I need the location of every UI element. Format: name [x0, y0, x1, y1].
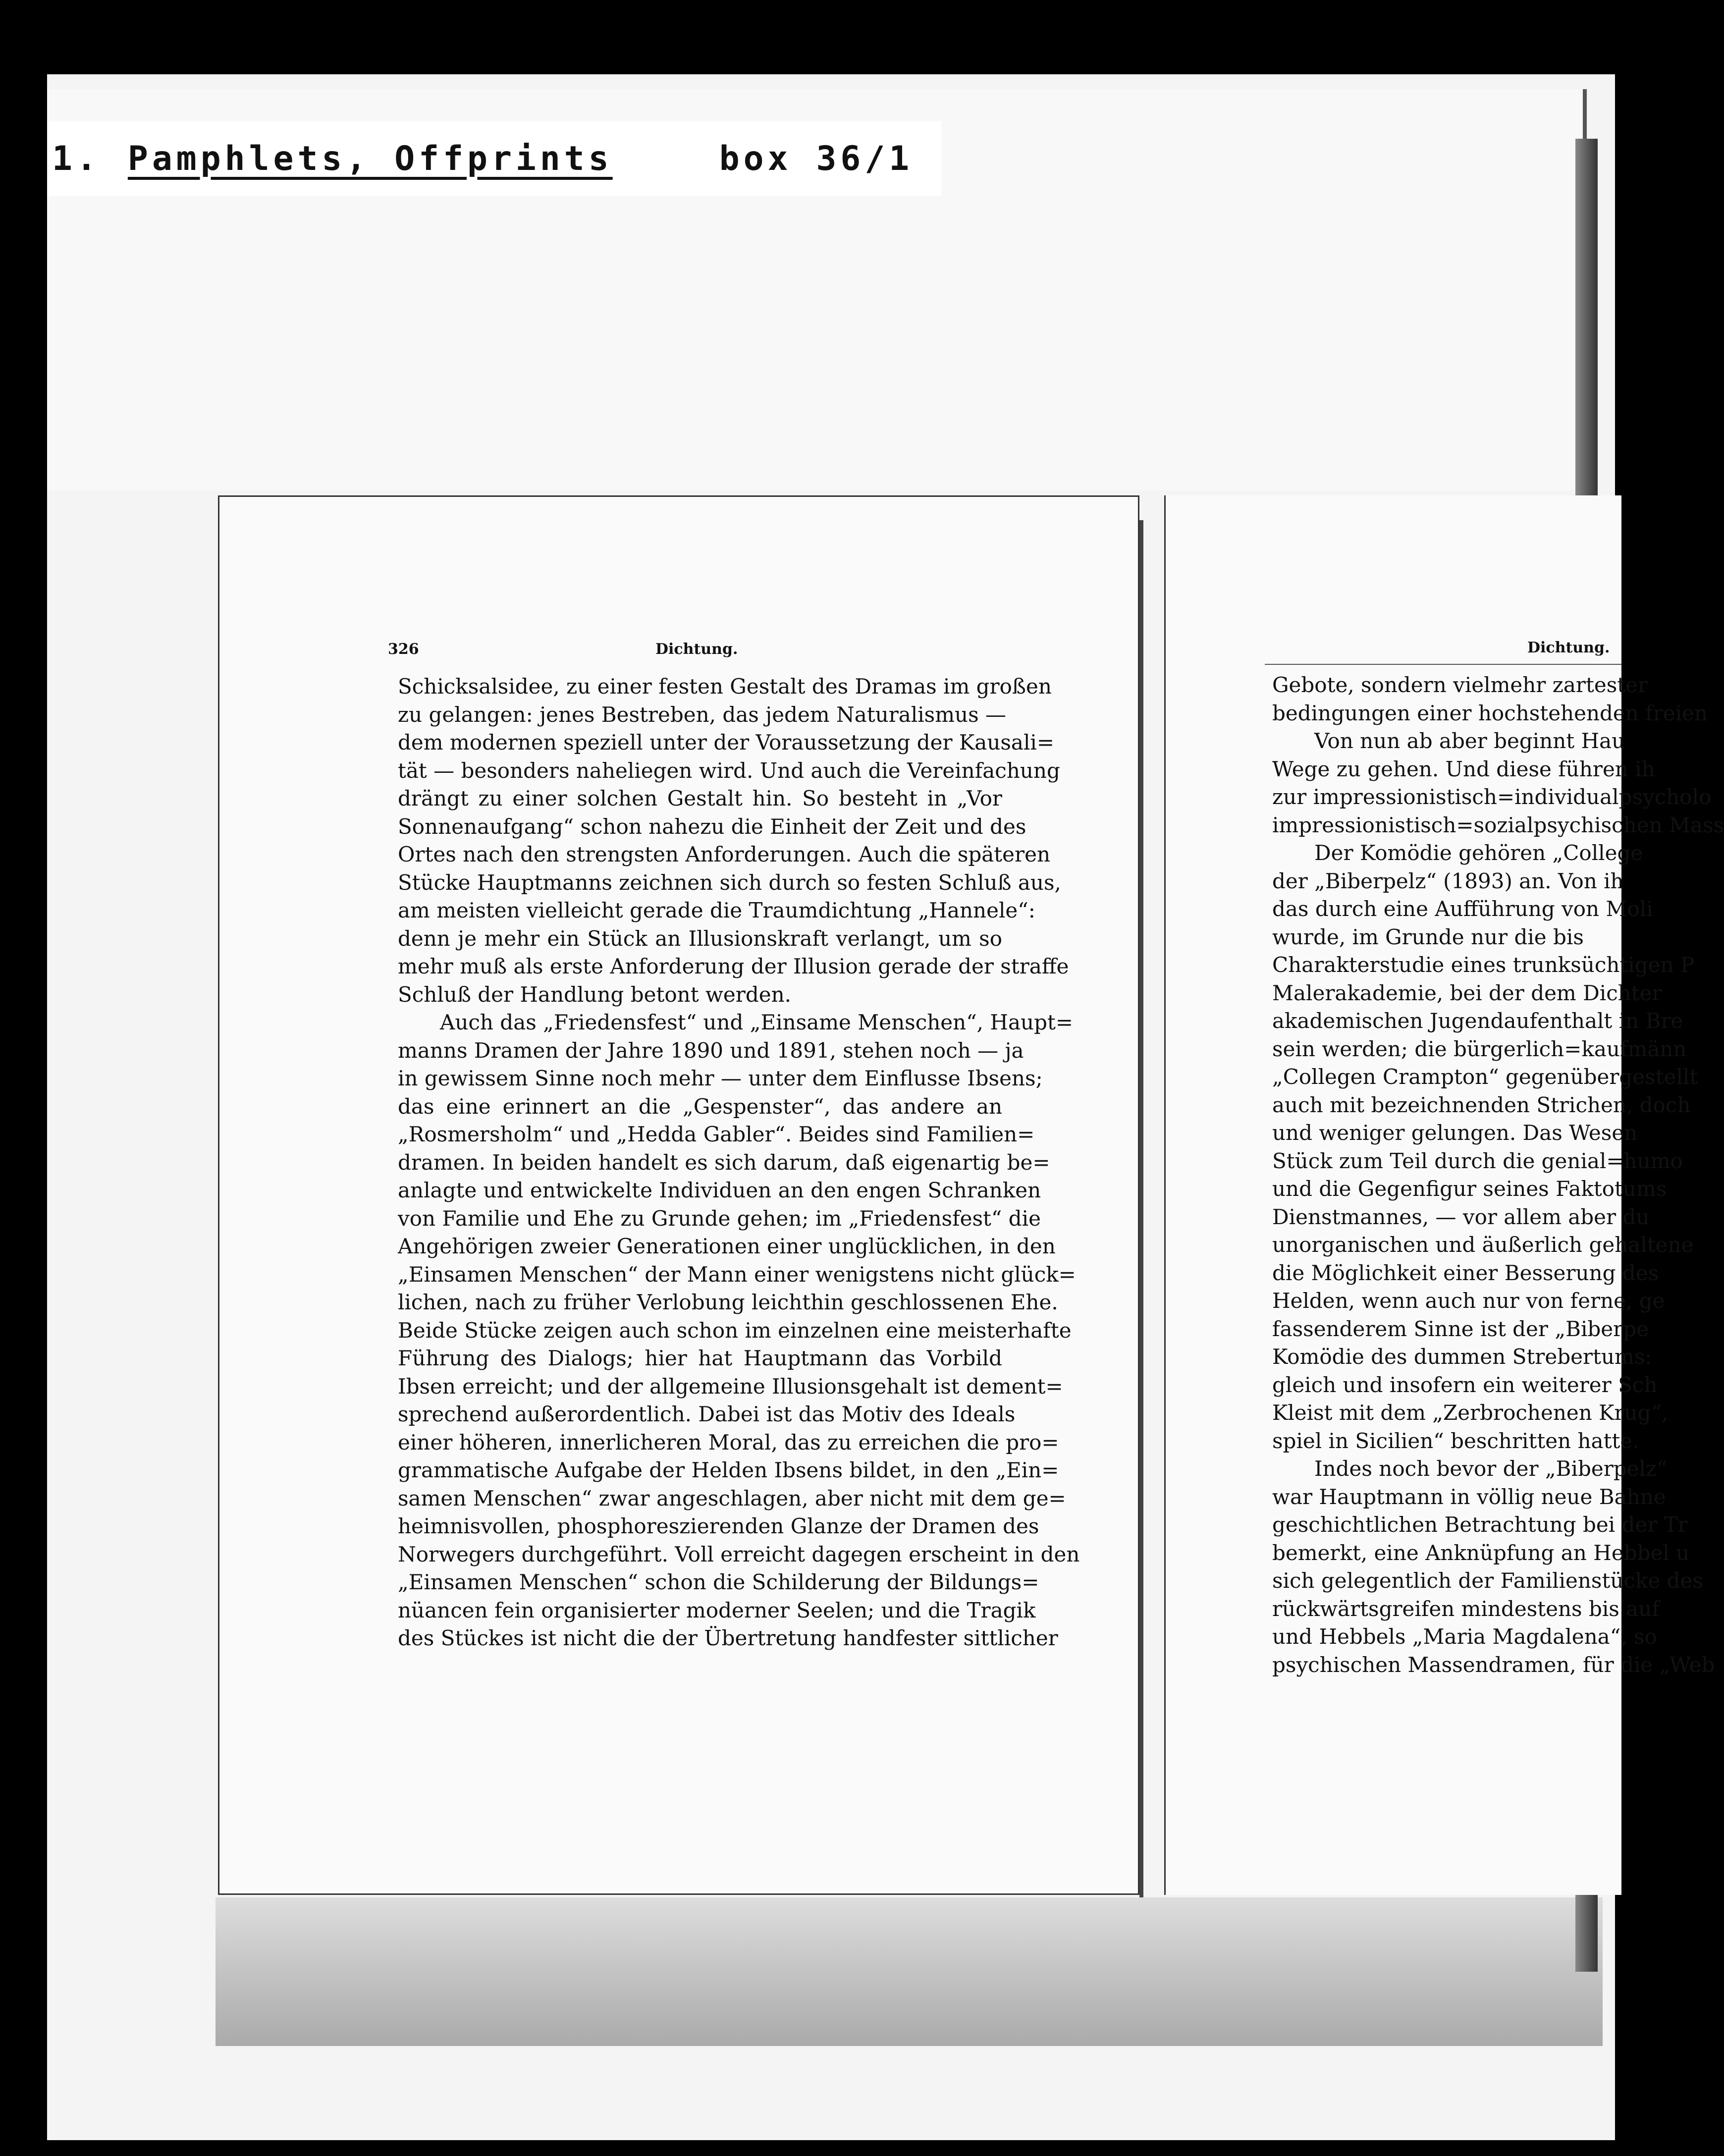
page-shadow — [216, 1897, 1603, 2046]
text-line: Von nun ab aber beginnt Hau — [1314, 729, 1625, 753]
text-line: wurde, im Grunde nur die bis — [1272, 924, 1584, 949]
text-line: Auch das „Friedensfest“ und „Einsame Menschen“, Haupt= — [440, 1010, 1074, 1034]
text-line: auch mit bezeichnenden Strichen, doch — [1272, 1092, 1691, 1117]
text-line: Dienstmannes, — vor allem aber du — [1272, 1204, 1650, 1229]
text-line: sein werden; die bürgerlich=kaufmänn — [1272, 1036, 1687, 1061]
book-gutter — [1139, 520, 1143, 1897]
text-line: spiel in Sicilien“ beschritten hatte. — [1272, 1428, 1639, 1453]
text-line: Sonnenaufgang“ schon nahezu die Einheit der Zeit und des — [398, 814, 1026, 839]
text-line: Komödie des dummen Strebertums: — [1272, 1345, 1652, 1369]
text-line: Schluß der Handlung betont werden. — [398, 982, 791, 1007]
text-line: Norwegers durchgeführt. Voll erreicht dagegen erscheint in den — [398, 1542, 1080, 1566]
text-line: und die Gegenfigur seines Faktotums — [1272, 1177, 1667, 1201]
text-line: dem modernen speziell unter der Voraussetzung der Kausali= — [398, 730, 1055, 755]
left-book-page — [218, 495, 1139, 1895]
text-line: mehr muß als erste Anforderung der Illusion gerade der straffe — [398, 954, 1069, 978]
text-line: Beide Stücke zeigen auch schon im einzelnen eine meisterhafte — [398, 1318, 1072, 1343]
text-line: der „Biberpelz“ (1893) an. Von ih — [1272, 868, 1624, 893]
text-line: tät — besonders naheliegen wird. Und auch die Vereinfachung — [398, 758, 1060, 783]
text-line: dramen. In beiden handelt es sich darum, daß eigenartig be= — [398, 1150, 1050, 1175]
text-line: nüancen fein organisierter moderner Seelen; und die Tragik — [398, 1598, 1036, 1622]
text-line: samen Menschen“ zwar angeschlagen, aber nicht mit dem ge= — [398, 1486, 1066, 1510]
text-line: des Stückes ist nicht die der Übertretung handfester sittlicher — [398, 1626, 1058, 1650]
header-rule — [1265, 664, 1621, 665]
text-line: Der Komödie gehören „College — [1314, 841, 1643, 865]
text-line: Angehörigen zweier Generationen einer unglücklichen, in den — [398, 1234, 1056, 1258]
text-line: denn je mehr ein Stück an Illusionskraft verlangt, um so — [398, 926, 1002, 951]
text-line: Führung des Dialogs; hier hat Hauptmann das Vorbild — [398, 1346, 1002, 1370]
text-line: sich gelegentlich der Familienstücke des — [1272, 1568, 1703, 1593]
text-line: Helden, wenn auch nur von ferne, ge — [1272, 1289, 1665, 1313]
text-line: Stücke Hauptmanns zeichnen sich durch so festen Schluß aus, — [398, 870, 1061, 895]
text-line: und Hebbels „Maria Magdalena“, so — [1272, 1624, 1657, 1649]
text-line: anlagte und entwickelte Individuen an den engen Schranken — [398, 1178, 1041, 1202]
text-line: psychischen Massendramen, für die „Web — [1272, 1652, 1715, 1677]
text-line: das durch eine Aufführung von Moli — [1272, 897, 1653, 921]
text-line: geschichtlichen Betrachtung bei der Tr — [1272, 1512, 1688, 1537]
text-line: akademischen Jugendaufenthalt in Bre — [1272, 1009, 1683, 1033]
text-line: von Familie und Ehe zu Grunde gehen; im „Friedensfest“ die — [398, 1206, 1041, 1231]
text-line: Indes noch bevor der „Biberpelz“ — [1314, 1456, 1668, 1481]
page-number: 326 — [388, 641, 419, 658]
text-line: Ortes nach den strengsten Anforderungen. Auch die späteren — [398, 842, 1051, 866]
text-line: war Hauptmann in völlig neue Bahne — [1272, 1484, 1666, 1509]
text-line: Charakterstudie eines trunksüchtigen P — [1272, 953, 1695, 977]
text-line: Malerakademie, bei der dem Dichter — [1272, 980, 1662, 1005]
text-line: „Rosmersholm“ und „Hedda Gabler“. Beides sind Familien= — [398, 1122, 1035, 1146]
text-line: gleich und insofern ein weiterer Sch — [1272, 1372, 1658, 1397]
text-line: lichen, nach zu früher Verlobung leichthin geschlossenen Ehe. — [398, 1290, 1058, 1314]
text-line: rückwärtsgreifen mindestens bis auf — [1272, 1596, 1660, 1621]
text-line: „Einsamen Menschen“ schon die Schilderung der Bildungs= — [398, 1570, 1039, 1594]
text-line: Ibsen erreicht; und der allgemeine Illusionsgehalt ist dement= — [398, 1374, 1063, 1399]
text-line: impressionistisch=sozialpsychischen Mass — [1272, 812, 1724, 837]
text-line: „Collegen Crampton“ gegenübergestellt — [1272, 1065, 1698, 1089]
text-line: Stück zum Teil durch die genial=humo — [1272, 1148, 1683, 1173]
text-line: „Einsamen Menschen“ der Mann einer wenigstens nicht glück= — [398, 1262, 1076, 1287]
text-line: fassenderem Sinne ist der „Biberpe — [1272, 1316, 1649, 1341]
header-box-number: box 36/1 — [719, 139, 914, 178]
text-line: einer höheren, innerlicheren Moral, das zu erreichen die pro= — [398, 1430, 1059, 1455]
text-line: Wege zu gehen. Und diese führen ih — [1272, 756, 1655, 781]
header-number: 1. — [52, 139, 101, 178]
text-line: manns Dramen der Jahre 1890 und 1891, stehen noch — ja — [398, 1038, 1024, 1063]
left-page-text — [398, 673, 1080, 1653]
text-line: bemerkt, eine Anknüpfung an Hebbel u — [1272, 1540, 1690, 1565]
text-line: das eine erinnert an die „Gespenster“, das andere an — [398, 1094, 1002, 1119]
right-book-page — [1164, 495, 1724, 1895]
text-line: bedingungen einer hochstehenden freien — [1272, 701, 1708, 725]
archive-header-label — [47, 121, 941, 196]
text-line: am meisten vielleicht gerade die Traumdichtung „Hannele“: — [398, 898, 1035, 922]
text-line: zur impressionistisch=individualpsycholo — [1272, 785, 1712, 809]
text-line: zu gelangen: jenes Bestreben, das jedem Naturalismus — — [398, 702, 1007, 727]
text-line: und weniger gelungen. Das Wesen — [1272, 1121, 1638, 1145]
text-line: die Möglichkeit einer Besserung des — [1272, 1260, 1659, 1285]
text-line: grammatische Aufgabe der Helden Ibsens bildet, in den „Ein= — [398, 1458, 1059, 1482]
text-line: Gebote, sondern vielmehr zartester — [1272, 673, 1648, 697]
text-line: drängt zu einer solchen Gestalt hin. So besteht in „Vor — [398, 786, 1002, 810]
left-running-head: Dichtung. — [655, 641, 738, 658]
right-page-text — [1272, 671, 1724, 1679]
text-line: Schicksalsidee, zu einer festen Gestalt des Dramas im großen — [398, 674, 1052, 699]
text-line: heimnisvollen, phosphoreszierenden Glanze der Dramen des — [398, 1514, 1039, 1538]
text-line: unorganischen und äußerlich gehaltene — [1272, 1233, 1694, 1257]
text-line: Kleist mit dem „Zerbrochenen Krug“, — [1272, 1401, 1669, 1425]
text-line: sprechend außerordentlich. Dabei ist das Motiv des Ideals — [398, 1402, 1016, 1426]
header-series: Pamphlets, Offprints — [127, 139, 613, 178]
right-running-head: Dichtung. — [1527, 639, 1610, 656]
text-line: in gewissem Sinne noch mehr — unter dem Einflusse Ibsens; — [398, 1066, 1043, 1090]
